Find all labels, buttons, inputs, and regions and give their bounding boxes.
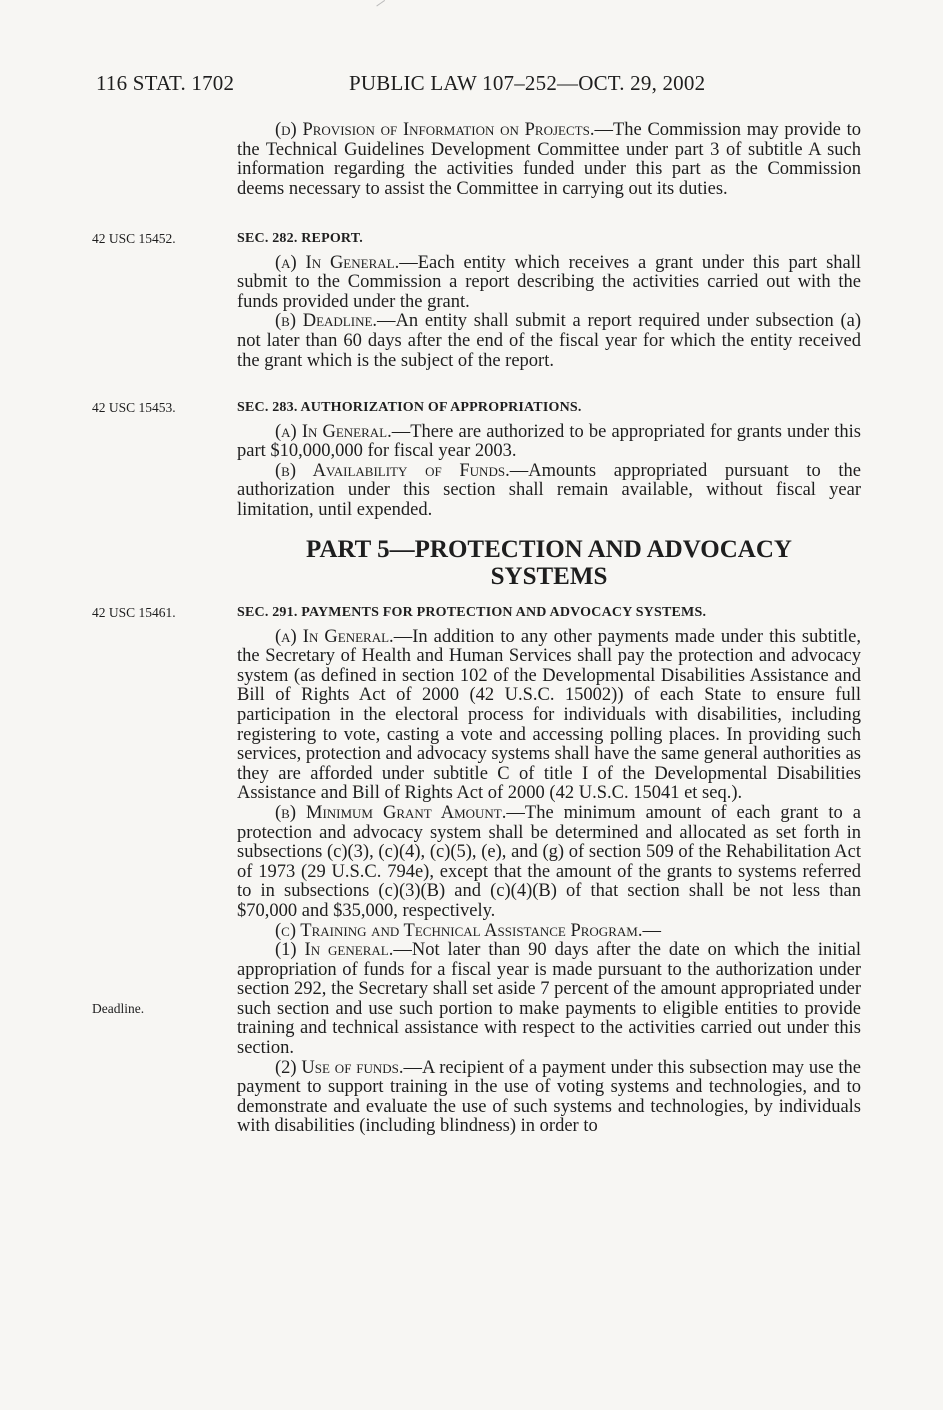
section-291-c2-heading: (2) Use of funds. (275, 1057, 404, 1078)
part-5-title-line2: SYSTEMS (490, 563, 608, 590)
section-291-c2-text: —A recipient of a payment under this subsection may use the payment to support training in the use of voting systems and technologies, and to demonstrate and evaluate the use of such systems and technologies, by individuals with disabilities (including blindness) in order to (237, 1057, 861, 1137)
section-283 (237, 398, 861, 521)
paragraph-d-text: —The Commission may provide to the Technical Guidelines Development Committee under part 3 of subtitle A such information regarding the activities funded under this part as the Commission deems necessary to assist the Committee in carrying out its duties. (237, 120, 862, 199)
section-283-a-heading: (a) In General. (275, 421, 392, 442)
section-282-b-heading: (b) Deadline. (275, 311, 378, 332)
section-291-c-text: — (642, 920, 661, 941)
section-291-c1-heading: (1) In general. (275, 940, 394, 961)
paragraph-d-heading: (d) Provision of Information on Projects. (275, 120, 595, 140)
section-283-b-text: —Amounts appropriated pursuant to the authorization under this section shall remain available, without fiscal year limitation, until expended. (237, 460, 861, 520)
section-283-a-text: —There are authorized to be appropriated for grants under this part $10,000,000 for fiscal year 2003. (237, 421, 862, 462)
margin-note-15452: 42 USC 15452. (92, 231, 176, 246)
paragraph-d (237, 121, 861, 199)
page-citation: 116 STAT. 1702 (96, 71, 235, 95)
section-291-b-heading: (b) Minimum Grant Amount. (275, 802, 507, 823)
margin-note-15461: 42 USC 15461. (92, 605, 176, 620)
section-282-b-text: —An entity shall submit a report required under subsection (a) not later than 60 days after the end of the fiscal year for which the entity received the grant which is the subject of the report. (237, 311, 861, 371)
section-291-c-heading: (c) Training and Technical Assistance Program. (275, 920, 643, 941)
section-291 (237, 603, 861, 1137)
section-291-a-heading: (a) In General. (275, 626, 394, 647)
section-282-title: SEC. 282. REPORT. (237, 231, 363, 246)
section-291-title: SEC. 291. PAYMENTS FOR PROTECTION AND ADVOCACY SYSTEMS. (237, 605, 707, 620)
part-5-title (237, 536, 861, 590)
running-header: PUBLIC LAW 107–252—OCT. 29, 2002 (349, 71, 706, 95)
section-282-a-heading: (a) In General. (275, 252, 400, 273)
section-282 (237, 229, 861, 371)
scan-mark (376, 0, 389, 13)
part-5-title-line1: PART 5—PROTECTION AND ADVOCACY (306, 536, 792, 563)
section-283-b-heading: (b) Availability of Funds. (275, 460, 510, 481)
section-291-a-text: —In addition to any other payments made under this subtitle, the Secretary of Health and Human Services shall pay the protection and advocacy system (as defined in section 102 of the Developmental Disabilities Assistance and Bill of Rights Act of 2000 (42 U.S.C. 15002)) of each State to ensure full participation in the electoral process for individuals with disabilities, including registering to vote, casting a vote and accessing polling places. In providing such services, protection and advocacy systems shall have the same general authorities as they are afforded under subtitle C of title I of the Developmental Disabilities Assistance and Bill of Rights Act of 2000 (42 U.S.C. 15041 et seq.). (237, 626, 861, 804)
section-282-a-text: —Each entity which receives a grant under this part shall submit to the Commission a report describing the activities carried out with the funds provided under the grant. (237, 252, 862, 312)
section-291-b-text: —The minimum amount of each grant to a protection and advocacy system shall be determined and allocated as set forth in subsections (c)(3), (c)(4), (c)(5), (e), and (g) of section 509 of the Rehabilitation Act of 1973 (29 U.S.C. 794e), except that the amount of the grants to systems referred to in subsections (c)(3)(B) and (c)(4)(B) of that section shall be not less than $70,000 and $35,000, respectively. (237, 802, 862, 921)
margin-note-deadline: Deadline. (92, 1001, 145, 1016)
section-283-title: SEC. 283. AUTHORIZATION OF APPROPRIATIONS. (237, 400, 582, 415)
section-291-c1-text: —Not later than 90 days after the date on which the initial appropriation of funds for a fiscal year is made pursuant to the authorization under section 292, the Secretary shall set aside 7 percent of the amount appropriated under such section and use such portion to make payments to eligible entities to provide training and technical assistance with respect to the activities carried out under this section. (237, 940, 861, 1059)
margin-note-15453: 42 USC 15453. (92, 400, 176, 415)
